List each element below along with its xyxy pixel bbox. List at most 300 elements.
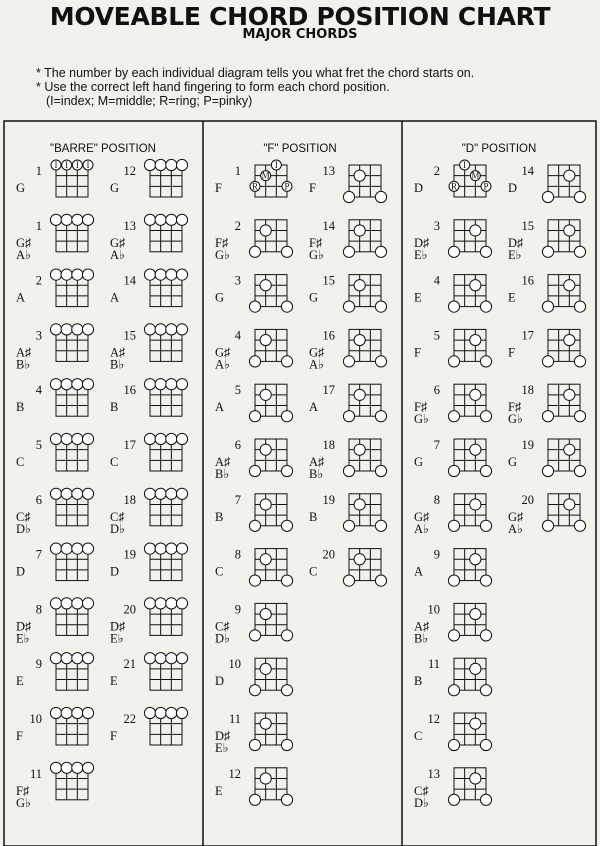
finger-dot bbox=[375, 411, 386, 422]
fretboard bbox=[150, 494, 182, 526]
chord-name: G♯ bbox=[215, 345, 231, 360]
fret-number: 8 bbox=[35, 602, 42, 617]
finger-dot bbox=[176, 598, 187, 609]
chord-name: F bbox=[309, 181, 316, 195]
finger-dot bbox=[249, 739, 260, 750]
fretboard bbox=[56, 549, 88, 581]
fret-number: 19 bbox=[521, 438, 534, 452]
finger-dot bbox=[354, 170, 365, 181]
fret-number: 10 bbox=[29, 712, 42, 726]
chord-name: G bbox=[215, 290, 225, 305]
fret-number: 12 bbox=[123, 164, 136, 178]
finger-dot bbox=[176, 324, 187, 335]
chord-diagram bbox=[215, 767, 293, 806]
chord-name: D bbox=[16, 564, 26, 579]
chord-name: D♭ bbox=[414, 795, 429, 810]
chord-name: G♯ bbox=[110, 235, 126, 250]
finger-dot bbox=[249, 301, 260, 312]
chord-name: E bbox=[16, 674, 24, 689]
finger-dot bbox=[155, 214, 166, 225]
finger-dot bbox=[574, 356, 585, 367]
chord-name: D bbox=[508, 181, 518, 195]
chord-name: A♯ bbox=[309, 455, 325, 469]
fret-number: 16 bbox=[521, 273, 534, 288]
finger-dot bbox=[260, 389, 271, 400]
fret-number: 10 bbox=[228, 657, 241, 672]
chord-name: E bbox=[508, 290, 516, 305]
fret-number: 20 bbox=[322, 547, 335, 562]
fret-number: 13 bbox=[427, 766, 440, 781]
fretboard bbox=[150, 384, 182, 416]
chord-name: F bbox=[508, 345, 515, 360]
finger-label: I bbox=[65, 160, 69, 170]
chord-diagram bbox=[110, 269, 188, 307]
fret-number: 10 bbox=[427, 602, 440, 617]
chord-name: D♭ bbox=[110, 521, 125, 536]
fret-number: 20 bbox=[521, 492, 534, 507]
finger-dot bbox=[375, 575, 386, 586]
finger-dot bbox=[61, 488, 72, 499]
finger-dot bbox=[144, 488, 155, 499]
finger-dot bbox=[50, 324, 61, 335]
finger-dot bbox=[260, 334, 271, 345]
chord-diagram bbox=[508, 383, 586, 426]
finger-dot bbox=[375, 356, 386, 367]
finger-dot bbox=[61, 214, 72, 225]
chord-name: G♯ bbox=[508, 509, 524, 524]
fretboard bbox=[349, 329, 381, 361]
fret-number: 1 bbox=[234, 164, 241, 178]
finger-dot bbox=[354, 280, 365, 291]
finger-dot bbox=[82, 379, 93, 390]
finger-dot bbox=[281, 301, 292, 312]
fretboard bbox=[255, 439, 287, 471]
finger-dot bbox=[50, 598, 61, 609]
fretboard bbox=[56, 275, 88, 307]
chord-name: D♯ bbox=[215, 729, 231, 743]
finger-dot bbox=[343, 191, 354, 202]
chord-diagram bbox=[414, 438, 492, 477]
finger-dot bbox=[72, 543, 83, 554]
chord-diagram bbox=[309, 383, 387, 422]
chord-name: F♯ bbox=[16, 783, 30, 798]
finger-dot bbox=[343, 246, 354, 257]
chord-name: D bbox=[414, 181, 424, 195]
fret-number: 15 bbox=[123, 328, 136, 343]
chord-name: C bbox=[16, 455, 25, 469]
chord-name: E♭ bbox=[110, 631, 124, 646]
finger-dot bbox=[82, 707, 93, 718]
chord-name: B bbox=[414, 674, 423, 689]
chord-name: F♯ bbox=[215, 235, 229, 250]
finger-dot bbox=[155, 653, 166, 664]
chord-diagram bbox=[414, 328, 492, 367]
finger-dot bbox=[470, 389, 481, 400]
finger-dot bbox=[343, 411, 354, 422]
fret-number: 4 bbox=[35, 383, 42, 398]
fret-number: 4 bbox=[433, 273, 440, 288]
finger-dot bbox=[343, 575, 354, 586]
finger-dot bbox=[166, 269, 177, 280]
fret-number: 11 bbox=[228, 712, 241, 726]
finger-dot bbox=[564, 225, 575, 236]
chord-diagram bbox=[508, 438, 586, 477]
finger-dot bbox=[375, 246, 386, 257]
fretboard bbox=[255, 603, 287, 635]
finger-dot bbox=[82, 214, 93, 225]
chord-name: G bbox=[16, 181, 26, 195]
finger-label: I bbox=[274, 160, 278, 170]
finger-dot bbox=[480, 520, 491, 531]
finger-dot bbox=[61, 762, 72, 773]
finger-dot bbox=[375, 191, 386, 202]
chord-name: A bbox=[309, 400, 319, 415]
chord-name: B bbox=[309, 509, 318, 524]
finger-dot bbox=[343, 301, 354, 312]
finger-dot bbox=[480, 575, 491, 586]
finger-label: I bbox=[75, 160, 79, 170]
finger-dot bbox=[61, 707, 72, 718]
fretboard bbox=[454, 439, 486, 471]
chord-diagram bbox=[110, 324, 188, 372]
chord-name: C♯ bbox=[110, 509, 125, 524]
fretboard bbox=[349, 549, 381, 581]
fret-number: 6 bbox=[35, 492, 42, 507]
finger-dot bbox=[480, 685, 491, 696]
finger-dot bbox=[82, 543, 93, 554]
finger-dot bbox=[50, 543, 61, 554]
fret-number: 12 bbox=[427, 712, 440, 726]
chord-name: A bbox=[110, 290, 120, 305]
finger-dot bbox=[50, 269, 61, 280]
finger-dot bbox=[470, 718, 481, 729]
finger-dot bbox=[72, 653, 83, 664]
finger-dot bbox=[448, 301, 459, 312]
fret-number: 17 bbox=[521, 328, 534, 343]
fret-number: 5 bbox=[234, 383, 241, 398]
fret-number: 9 bbox=[234, 602, 241, 617]
fretboard bbox=[255, 713, 287, 745]
chord-diagram bbox=[215, 438, 293, 481]
finger-dot bbox=[448, 575, 459, 586]
finger-dot bbox=[72, 269, 83, 280]
fret-number: 15 bbox=[322, 273, 335, 288]
chord-name: C♯ bbox=[16, 509, 31, 524]
finger-dot bbox=[281, 794, 292, 805]
fret-number: 12 bbox=[228, 766, 241, 781]
instruction-note-1: * The number by each individual diagram tells you what fret the chord starts on. bbox=[36, 66, 475, 80]
finger-dot bbox=[448, 739, 459, 750]
finger-dot bbox=[480, 356, 491, 367]
finger-dot bbox=[155, 324, 166, 335]
chord-diagram bbox=[215, 328, 293, 371]
finger-dot bbox=[72, 214, 83, 225]
finger-dot bbox=[574, 191, 585, 202]
chord-name: A bbox=[16, 290, 26, 305]
finger-dot bbox=[155, 707, 166, 718]
finger-dot bbox=[249, 575, 260, 586]
finger-dot bbox=[354, 334, 365, 345]
fret-number: 18 bbox=[521, 383, 534, 398]
finger-dot bbox=[448, 465, 459, 476]
finger-dot bbox=[448, 685, 459, 696]
finger-dot bbox=[260, 444, 271, 455]
chord-name: G♯ bbox=[414, 509, 430, 524]
finger-dot bbox=[448, 356, 459, 367]
fretboard bbox=[150, 713, 182, 745]
finger-label: P bbox=[483, 181, 489, 192]
finger-dot bbox=[343, 356, 354, 367]
chord-name: E bbox=[110, 674, 118, 689]
chord-name: B♭ bbox=[110, 357, 125, 372]
finger-dot bbox=[82, 653, 93, 664]
finger-dot bbox=[61, 653, 72, 664]
finger-dot bbox=[155, 433, 166, 444]
chord-diagram bbox=[414, 767, 492, 810]
fret-number: 22 bbox=[123, 712, 136, 726]
finger-dot bbox=[176, 159, 187, 170]
finger-dot bbox=[470, 554, 481, 565]
finger-dot bbox=[281, 465, 292, 476]
chord-diagram bbox=[110, 707, 188, 745]
chord-diagram bbox=[16, 543, 94, 581]
chord-diagram bbox=[508, 164, 586, 203]
finger-dot bbox=[480, 301, 491, 312]
finger-dot bbox=[144, 324, 155, 335]
fret-number: 6 bbox=[433, 383, 440, 398]
chord-name: E bbox=[414, 290, 422, 305]
finger-dot bbox=[354, 389, 365, 400]
chord-name: B bbox=[110, 400, 119, 415]
chord-diagram bbox=[309, 493, 387, 532]
fret-number: 4 bbox=[234, 328, 241, 343]
chord-name: G♭ bbox=[16, 795, 31, 810]
finger-dot bbox=[470, 444, 481, 455]
finger-dot bbox=[249, 794, 260, 805]
finger-dot bbox=[281, 520, 292, 531]
finger-dot bbox=[564, 334, 575, 345]
chord-name: A♯ bbox=[110, 345, 126, 360]
finger-dot bbox=[155, 269, 166, 280]
finger-dot bbox=[249, 356, 260, 367]
chord-diagram bbox=[309, 548, 387, 587]
fretboard bbox=[255, 768, 287, 800]
fret-number: 8 bbox=[234, 547, 241, 562]
chord-name: D♯ bbox=[16, 619, 32, 634]
chord-diagram bbox=[414, 274, 492, 313]
chord-diagram bbox=[215, 383, 293, 422]
chord-name: B♭ bbox=[309, 467, 324, 481]
finger-dot bbox=[480, 630, 491, 641]
finger-dot bbox=[155, 488, 166, 499]
finger-dot bbox=[542, 246, 553, 257]
finger-dot bbox=[144, 269, 155, 280]
finger-dot bbox=[564, 280, 575, 291]
fret-number: 1 bbox=[35, 164, 42, 178]
chord-diagram bbox=[110, 433, 188, 471]
finger-dot bbox=[470, 499, 481, 510]
finger-dot bbox=[144, 214, 155, 225]
fret-number: 3 bbox=[433, 218, 440, 233]
fretboard bbox=[255, 658, 287, 690]
finger-dot bbox=[166, 214, 177, 225]
chord-diagram bbox=[414, 657, 492, 696]
finger-dot bbox=[574, 301, 585, 312]
chord-diagram bbox=[110, 488, 188, 536]
finger-dot bbox=[249, 520, 260, 531]
finger-dot bbox=[166, 324, 177, 335]
finger-dot bbox=[61, 543, 72, 554]
finger-dot bbox=[542, 301, 553, 312]
finger-dot bbox=[82, 762, 93, 773]
fret-number: 14 bbox=[123, 273, 136, 288]
chord-name: D♭ bbox=[215, 631, 230, 646]
fretboard bbox=[150, 603, 182, 635]
finger-dot bbox=[448, 411, 459, 422]
finger-dot bbox=[144, 379, 155, 390]
finger-dot bbox=[50, 707, 61, 718]
finger-dot bbox=[375, 301, 386, 312]
fretboard bbox=[56, 768, 88, 800]
fretboard bbox=[150, 165, 182, 197]
chord-name: D♯ bbox=[508, 235, 524, 250]
chord-diagram bbox=[16, 214, 94, 262]
chord-name: B♭ bbox=[16, 357, 31, 372]
chord-diagram bbox=[215, 602, 293, 645]
chord-diagram bbox=[16, 488, 94, 536]
chord-diagram bbox=[16, 598, 94, 646]
fretboard bbox=[56, 384, 88, 416]
chord-name: A♭ bbox=[414, 521, 429, 536]
finger-dot bbox=[61, 379, 72, 390]
chord-name: G bbox=[309, 290, 319, 305]
finger-dot bbox=[249, 246, 260, 257]
chord-diagram bbox=[215, 493, 293, 532]
chord-diagram bbox=[414, 383, 492, 426]
chord-name: A♯ bbox=[414, 619, 430, 634]
chord-name: C bbox=[215, 564, 224, 579]
finger-dot bbox=[448, 520, 459, 531]
finger-dot bbox=[354, 444, 365, 455]
column-heading: "BARRE" POSITION bbox=[50, 143, 156, 155]
finger-dot bbox=[564, 170, 575, 181]
finger-label: I bbox=[463, 160, 467, 170]
finger-dot bbox=[50, 379, 61, 390]
finger-dot bbox=[50, 433, 61, 444]
finger-dot bbox=[72, 324, 83, 335]
chord-name: G♯ bbox=[309, 345, 325, 360]
fretboard bbox=[548, 494, 580, 526]
chord-diagram bbox=[414, 493, 492, 536]
page-title: MOVEABLE CHORD POSITION CHART bbox=[49, 2, 551, 31]
finger-dot bbox=[155, 543, 166, 554]
finger-dot bbox=[542, 520, 553, 531]
finger-dot bbox=[480, 246, 491, 257]
fretboard bbox=[56, 220, 88, 252]
finger-dot bbox=[166, 433, 177, 444]
finger-dot bbox=[260, 225, 271, 236]
fretboard bbox=[548, 439, 580, 471]
chord-name: B bbox=[16, 400, 25, 415]
chord-name: G♭ bbox=[309, 247, 324, 262]
finger-dot bbox=[448, 246, 459, 257]
chord-name: F♯ bbox=[309, 235, 323, 250]
finger-dot bbox=[144, 543, 155, 554]
fret-number: 16 bbox=[322, 328, 335, 343]
fretboard bbox=[349, 384, 381, 416]
finger-dot bbox=[448, 630, 459, 641]
chord-name: G bbox=[414, 455, 424, 469]
finger-dot bbox=[176, 379, 187, 390]
chord-diagram bbox=[309, 274, 387, 313]
fretboard bbox=[150, 329, 182, 361]
fretboard bbox=[454, 713, 486, 745]
fretboard bbox=[548, 220, 580, 252]
finger-dot bbox=[176, 653, 187, 664]
finger-dot bbox=[50, 214, 61, 225]
finger-dot bbox=[82, 324, 93, 335]
instruction-note-2: * Use the correct left hand fingering to form each chord position. bbox=[36, 80, 390, 94]
fret-number: 8 bbox=[433, 492, 440, 507]
fretboard bbox=[454, 768, 486, 800]
finger-label: M bbox=[471, 170, 480, 181]
finger-dot bbox=[176, 433, 187, 444]
fretboard bbox=[56, 165, 88, 197]
chord-name: F bbox=[110, 729, 117, 743]
fretboard bbox=[255, 384, 287, 416]
finger-dot bbox=[72, 762, 83, 773]
chord-name: G bbox=[508, 455, 518, 469]
fretboard bbox=[548, 384, 580, 416]
finger-dot bbox=[144, 433, 155, 444]
finger-label: R bbox=[251, 181, 259, 192]
chord-name: G bbox=[110, 181, 120, 195]
fretboard bbox=[255, 275, 287, 307]
fretboard bbox=[454, 549, 486, 581]
fret-number: 2 bbox=[433, 164, 440, 178]
finger-dot bbox=[343, 520, 354, 531]
chord-diagram bbox=[110, 653, 188, 691]
chord-diagram bbox=[309, 164, 387, 203]
fretboard bbox=[255, 549, 287, 581]
fret-number: 20 bbox=[123, 602, 136, 617]
fretboard bbox=[56, 658, 88, 690]
fretboard bbox=[349, 275, 381, 307]
fret-number: 7 bbox=[35, 547, 42, 562]
chord-diagram bbox=[215, 219, 293, 262]
fret-number: 19 bbox=[322, 492, 335, 507]
finger-dot bbox=[155, 379, 166, 390]
finger-dot bbox=[260, 773, 271, 784]
fret-number: 3 bbox=[35, 328, 42, 343]
chord-diagram bbox=[16, 379, 94, 417]
chord-name: F♯ bbox=[414, 400, 428, 415]
chord-name: C♯ bbox=[215, 619, 230, 634]
finger-dot bbox=[354, 225, 365, 236]
chord-name: D♭ bbox=[16, 521, 31, 536]
chord-name: E♭ bbox=[508, 247, 522, 262]
fret-number: 11 bbox=[427, 657, 440, 672]
fret-number: 15 bbox=[521, 218, 534, 233]
chord-name: E♭ bbox=[215, 741, 229, 755]
chord-diagram bbox=[16, 269, 94, 307]
finger-dot bbox=[260, 280, 271, 291]
finger-legend: (I=index; M=middle; R=ring; P=pinky) bbox=[46, 94, 253, 108]
finger-dot bbox=[50, 653, 61, 664]
finger-dot bbox=[72, 488, 83, 499]
fretboard bbox=[56, 329, 88, 361]
fret-number: 1 bbox=[35, 218, 42, 233]
